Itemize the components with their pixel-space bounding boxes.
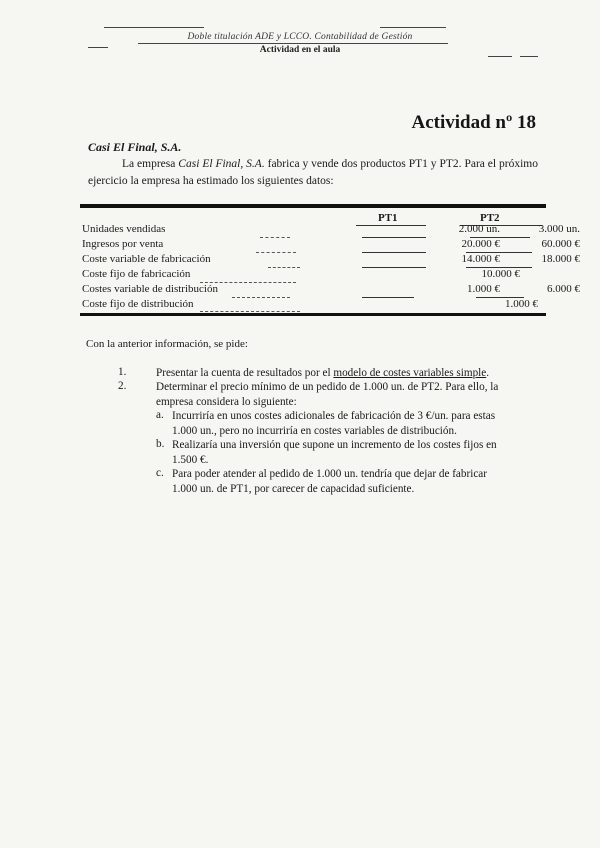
question-2-line2: empresa considera lo siguiente: bbox=[156, 396, 297, 408]
subitem-c-line1: Para poder atender al pedido de 1.000 un. tendría que dejar de fabricar bbox=[172, 468, 487, 480]
row-label: Costes variable de distribución bbox=[82, 283, 218, 295]
column-header-pt1: PT1 bbox=[378, 212, 398, 224]
header-title: Doble titulación ADE y LCCO. Contabilidad de Gestión bbox=[187, 32, 413, 42]
intro-part1: La empresa bbox=[122, 158, 179, 170]
subitem-letter: a. bbox=[156, 409, 164, 421]
row-value-pt2: 6.000 € bbox=[547, 283, 580, 295]
row-label: Ingresos por venta bbox=[82, 238, 164, 250]
header-line-right-3 bbox=[520, 56, 538, 57]
question-number: 2. bbox=[118, 380, 127, 392]
q1-text-underlined: modelo de costes variables simple bbox=[333, 367, 487, 379]
row-value-pt2: 3.000 un. bbox=[538, 223, 580, 235]
row-value-pt2: 18.000 € bbox=[541, 253, 580, 265]
question-1 bbox=[156, 366, 536, 381]
table-row bbox=[80, 298, 546, 312]
question-2-line1: Determinar el precio mínimo de un pedido de 1.000 un. de PT2. Para ello, la bbox=[156, 381, 499, 393]
subitem-a-line2: 1.000 un., pero no incurriría en costes variables de distribución. bbox=[172, 425, 457, 437]
row-value-pt1: 14.000 € bbox=[461, 253, 500, 265]
table-row bbox=[80, 253, 580, 267]
row-value-pt1: 20.000 € bbox=[461, 238, 500, 250]
subitem-b-line1: Realizaría una inversión que supone un incremento de los costes fijos en bbox=[172, 439, 497, 451]
intro-part2: fabrica y vende dos productos PT1 y PT2. Para el próximo ejercicio la empresa ha estimado los siguientes datos: bbox=[88, 158, 538, 187]
question-number: 1. bbox=[118, 366, 127, 378]
row-label: Coste fijo de fabricación bbox=[82, 268, 191, 280]
intro-company: Casi El Final, S.A. bbox=[178, 158, 265, 170]
questions-prompt: Con la anterior información, se pide: bbox=[86, 338, 248, 350]
row-label: Unidades vendidas bbox=[82, 223, 166, 235]
header-line-right bbox=[380, 27, 446, 28]
activity-title: Actividad nº 18 bbox=[411, 112, 536, 133]
table-bottom-rule bbox=[80, 313, 546, 316]
subitem-b-line2: 1.500 €. bbox=[172, 454, 209, 466]
row-value-pt1: 1.000 € bbox=[467, 283, 500, 295]
column-header-pt2: PT2 bbox=[480, 212, 500, 224]
subitem-c-line2: 1.000 un. de PT1, por carecer de capacidad suficiente. bbox=[172, 483, 415, 495]
header-rule bbox=[138, 43, 448, 44]
row-label: Coste variable de fabricación bbox=[82, 253, 211, 265]
row-label: Coste fijo de distribución bbox=[82, 298, 194, 310]
row-value-shared: 10.000 € bbox=[481, 268, 520, 280]
row-value-pt1: 2.000 un. bbox=[458, 223, 500, 235]
leader-line bbox=[200, 311, 300, 312]
subitem-letter: b. bbox=[156, 438, 165, 450]
q1-text-a: Presentar la cuenta de resultados por el bbox=[156, 367, 334, 379]
table-row bbox=[80, 268, 546, 282]
company-name: Casi El Final, S.A. bbox=[88, 140, 182, 154]
table-top-rule bbox=[80, 204, 546, 208]
q1-text-c: . bbox=[486, 367, 490, 379]
table-row bbox=[80, 283, 580, 297]
header-subtitle: Actividad en el aula bbox=[259, 45, 341, 55]
header-line-left bbox=[104, 27, 204, 28]
header-line-right-2 bbox=[488, 56, 512, 57]
intro-paragraph bbox=[88, 156, 538, 190]
subitem-letter: c. bbox=[156, 467, 164, 479]
subitem-a-line1: Incurriría en unos costes adicionales de fabricación de 3 €/un. para estas bbox=[172, 410, 496, 422]
row-value-pt2: 60.000 € bbox=[541, 238, 580, 250]
table-row bbox=[80, 223, 580, 237]
row-value-shared: 1.000 € bbox=[505, 298, 538, 310]
table-row bbox=[80, 238, 580, 252]
